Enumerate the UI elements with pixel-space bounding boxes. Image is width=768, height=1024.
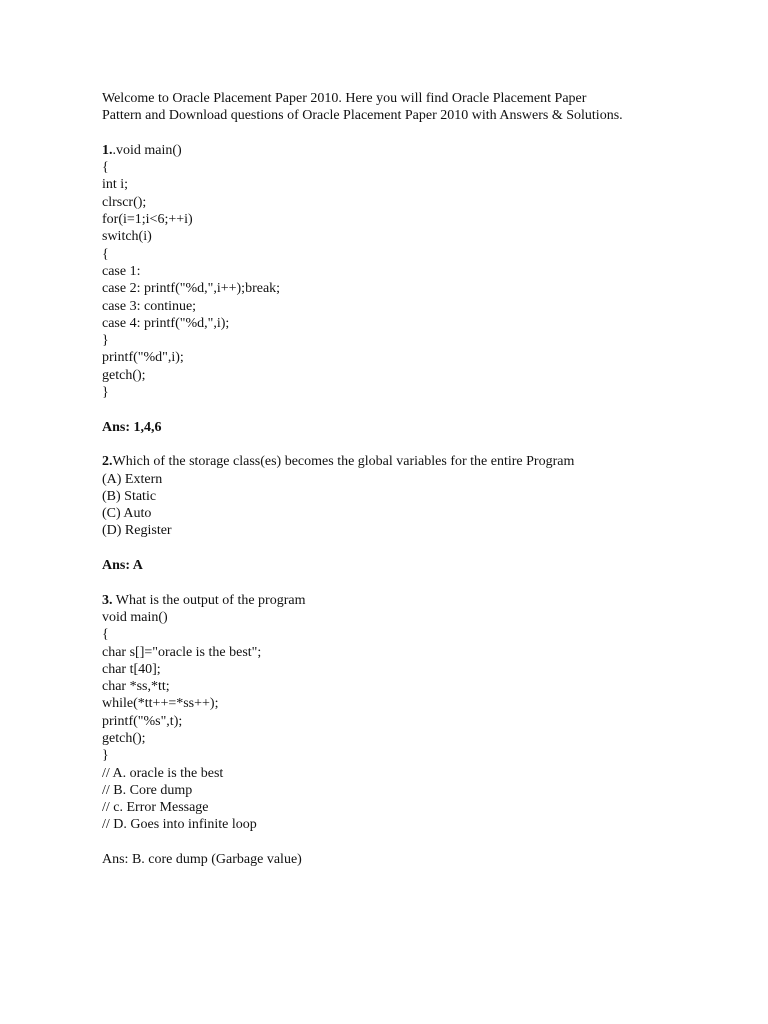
code-line: for(i=1;i<6;++i) [102, 212, 193, 228]
code-line: printf("%s",t); [102, 713, 183, 729]
code-line: char s[]="oracle is the best"; [102, 644, 262, 660]
code-line: } [102, 748, 109, 764]
spacer [102, 574, 722, 591]
question-2-answer: Ans: A [102, 558, 143, 574]
question-number: 1. [102, 142, 113, 158]
code-line: case 3: continue; [102, 298, 197, 314]
question-2-text: Which of the storage class(es) becomes the global variables for the entire Program [112, 454, 575, 470]
question-3-answer: Ans: B. core dump (Garbage value) [102, 852, 302, 868]
code-line: // D. Goes into infinite loop [102, 817, 257, 833]
question-1-answer: Ans: 1,4,6 [102, 419, 162, 435]
option-line: (D) Register [102, 523, 172, 539]
option-line: (C) Auto [102, 506, 152, 522]
question-1-title: .void main() [112, 142, 182, 158]
question-3-heading [102, 592, 722, 609]
code-line: int i; [102, 177, 129, 193]
option-line: (B) Static [102, 488, 157, 504]
spacer [102, 540, 722, 557]
option-line: (A) Extern [102, 471, 163, 487]
code-line: } [102, 385, 109, 401]
question-number: 3. [102, 592, 113, 608]
code-line: printf("%d",i); [102, 350, 184, 366]
code-line: case 4: printf("%d,",i); [102, 315, 230, 331]
code-line: { [102, 160, 109, 176]
intro-line: Welcome to Oracle Placement Paper 2010. Here you will find Oracle Placement Paper [102, 91, 587, 106]
code-line: case 1: [102, 263, 141, 279]
question-1-heading [102, 142, 722, 159]
code-line: getch(); [102, 367, 146, 383]
spacer [102, 401, 722, 418]
spacer [102, 125, 722, 142]
code-line: getch(); [102, 730, 146, 746]
code-line: } [102, 333, 109, 349]
code-line: case 2: printf("%d,",i++);break; [102, 281, 281, 297]
code-line: // A. oracle is the best [102, 765, 224, 781]
code-line: // B. Core dump [102, 782, 193, 798]
code-line: { [102, 246, 109, 262]
document-page [102, 90, 722, 868]
code-line: clrscr(); [102, 194, 147, 210]
code-line: switch(i) [102, 229, 152, 245]
code-line: char t[40]; [102, 661, 161, 677]
spacer [102, 834, 722, 851]
question-3-text: What is the output of the program [112, 592, 306, 608]
code-line: char *ss,*tt; [102, 679, 170, 695]
code-line: { [102, 627, 109, 643]
intro-line: Pattern and Download questions of Oracle Placement Paper 2010 with Answers & Solutions. [102, 108, 623, 124]
question-number: 2. [102, 454, 113, 470]
spacer [102, 436, 722, 453]
question-2-heading [102, 453, 722, 470]
code-line: void main() [102, 609, 168, 625]
code-line: // c. Error Message [102, 800, 209, 816]
code-line: while(*tt++=*ss++); [102, 696, 219, 712]
